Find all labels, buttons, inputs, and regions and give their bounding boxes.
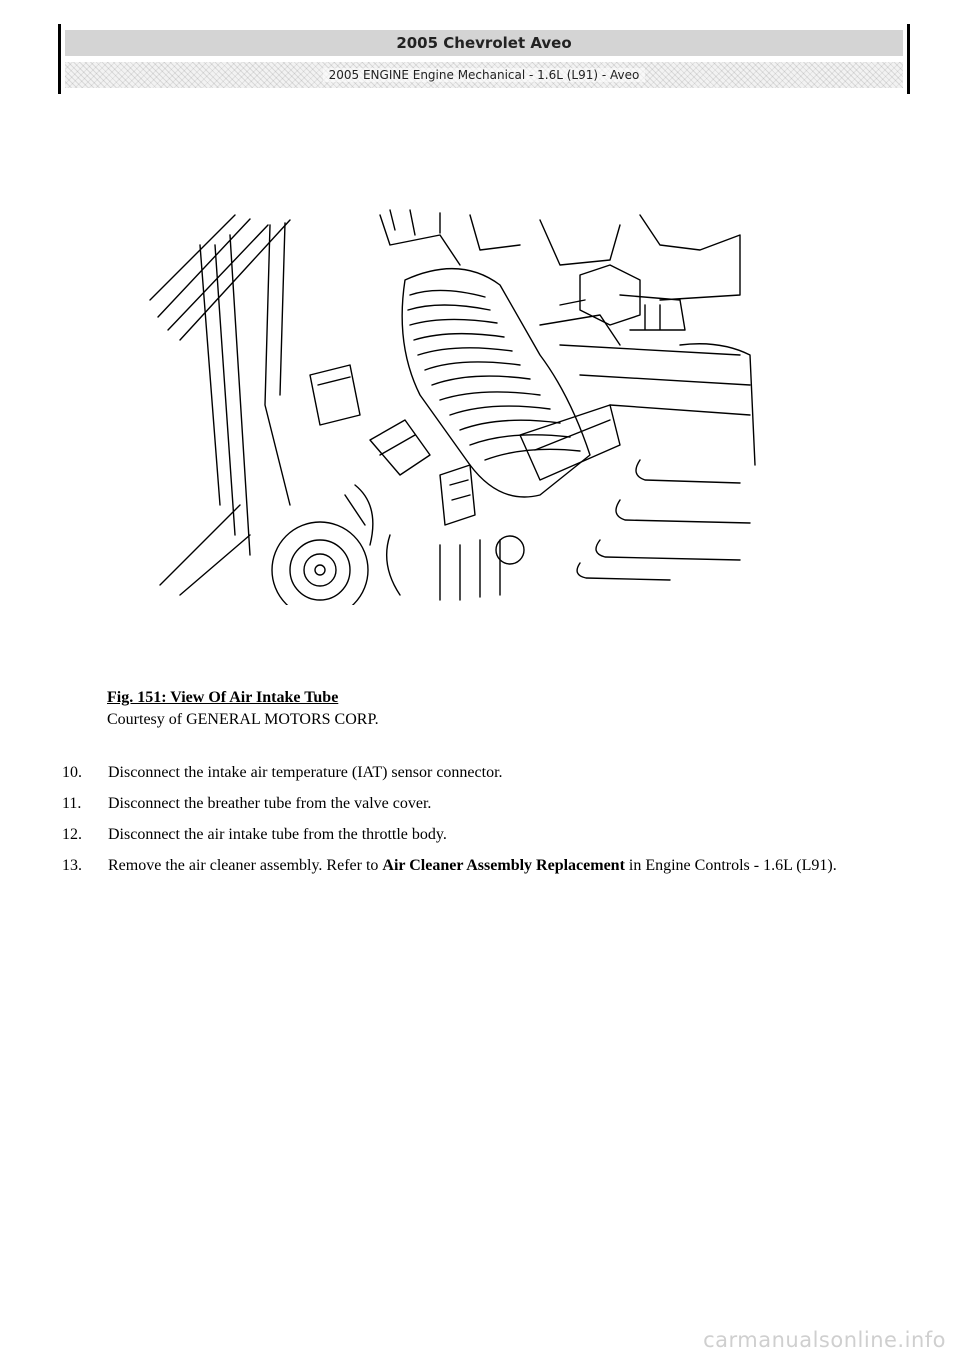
step-text: Disconnect the intake air temperature (IAT) sensor connector. [108,764,503,781]
figure-title: Fig. 151: View Of Air Intake Tube [107,689,339,706]
step-item [62,762,882,784]
figure-caption [107,687,379,731]
header-subtitle-bar [65,62,903,88]
step-number: 10. [62,764,82,781]
step-item [62,824,882,846]
step-text: Disconnect the air intake tube from the throttle body. [108,826,447,843]
step-text-before: Remove the air cleaner assembly. Refer to [108,857,383,874]
step-text [108,855,882,877]
step-item [62,793,882,815]
figure-courtesy: Courtesy of GENERAL MOTORS CORP. [107,711,379,728]
step-number: 11. [62,795,82,812]
step-text-after: in Engine Controls - 1.6L (L91). [624,857,837,874]
header-title: 2005 Chevrolet Aveo [65,30,903,56]
step-item [62,855,882,877]
watermark: carmanualsonline.info [703,1328,946,1352]
page-header [58,24,910,94]
step-number: 13. [62,857,82,874]
air-cleaner-replacement-link[interactable]: Air Cleaner Assembly Replacement [382,857,625,874]
step-text: Disconnect the breather tube from the valve cover. [108,795,432,812]
procedure-steps [62,762,882,886]
step-number: 12. [62,826,82,843]
air-intake-tube-illustration [140,205,760,605]
header-subtitle: 2005 ENGINE Engine Mechanical - 1.6L (L91) - Aveo [323,68,646,82]
